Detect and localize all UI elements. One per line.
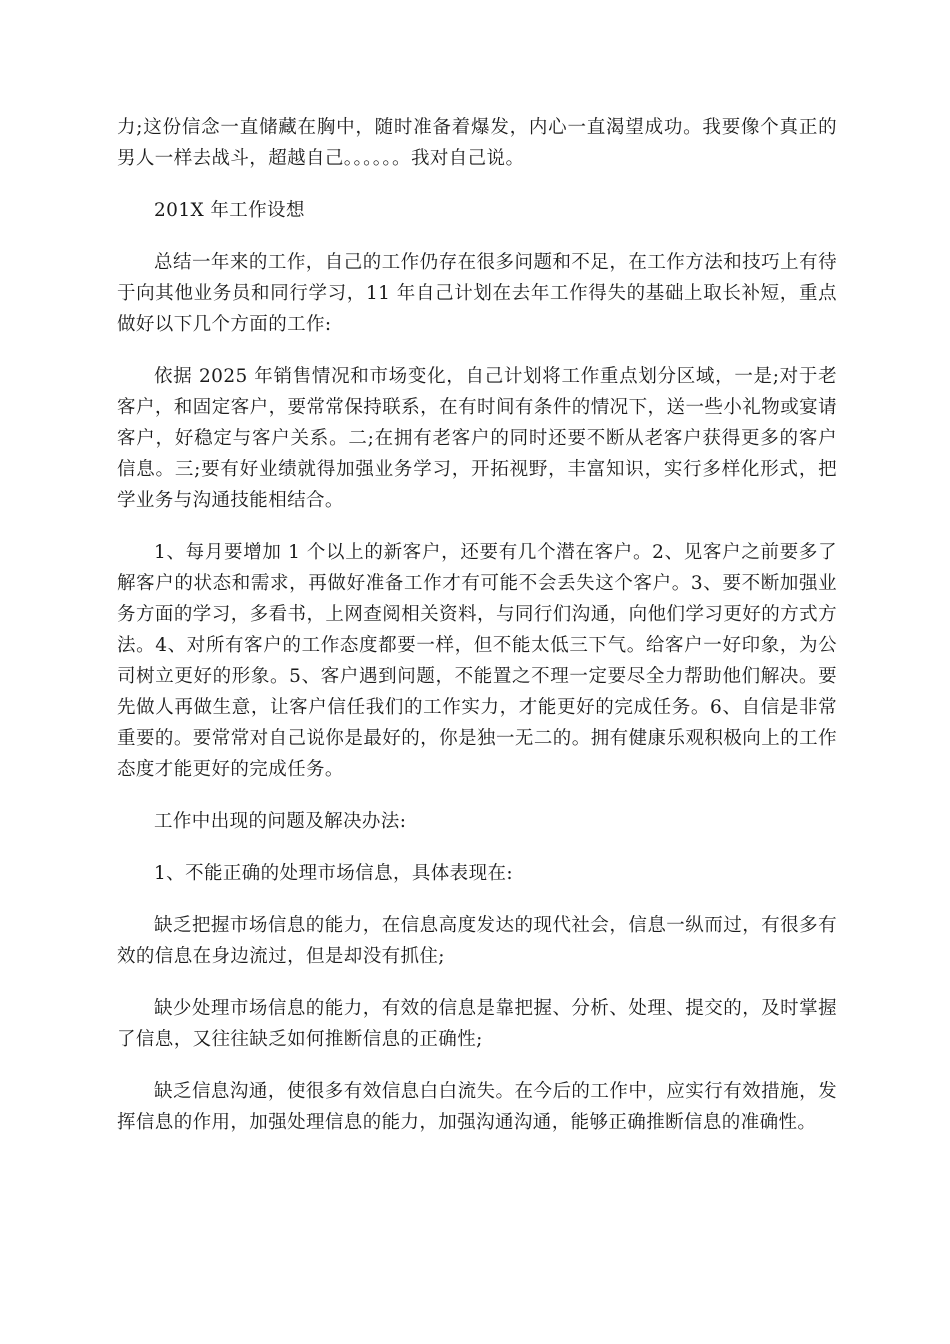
paragraph-problem-1: 1、不能正确的处理市场信息，具体表现在: <box>154 863 514 884</box>
paragraph-communication: 缺乏信息沟通，使很多有效信息白白流失。在今后的工作中，应实行有效措施，发挥信息的作用，加强处理信息的能力，加强沟通沟通，能够正确推断信息的准确性。 <box>117 1081 837 1133</box>
paragraph-regions: 依据 2025 年销售情况和市场变化，自己计划将工作重点划分区域，一是;对于老客户，和固定客户，要常常保持联系，在有时间有条件的情况下，送一些小礼物或宴请客户，好稳定与客户关系。二;在拥有老客户的同时还要不断从老客户获得更多的客户信息。三;要有好业绩就得加强业务学习，开拓视野，丰富知识，实行多样化形式，把学业务与沟通技能相结合。 <box>117 366 837 511</box>
paragraph-continuation: 力;这份信念一直储藏在胸中，随时准备着爆发，内心一直渴望成功。我要像个真正的男人一样去战斗，超越自己。。。。。。我对自己说。 <box>117 117 837 169</box>
paragraph-processing: 缺少处理市场信息的能力，有效的信息是靠把握、分析、处理、提交的，及时掌握了信息，又往往缺乏如何推断信息的正确性; <box>117 998 837 1050</box>
paragraph-market-info: 缺乏把握市场信息的能力，在信息高度发达的现代社会，信息一纵而过，有很多有效的信息在身边流过，但是却没有抓住; <box>117 915 837 967</box>
document-page <box>117 112 837 1138</box>
section-heading-plan: 201X 年工作设想 <box>154 200 305 221</box>
section-heading-problems: 工作中出现的问题及解决办法: <box>154 811 407 832</box>
paragraph-summary: 总结一年来的工作，自己的工作仍存在很多问题和不足，在工作方法和技巧上有待于向其他业务员和同行学习，11 年自己计划在去年工作得失的基础上取长补短，重点做好以下几个方面的工作: <box>117 252 837 335</box>
paragraph-goals: 1、每月要增加 1 个以上的新客户，还要有几个潜在客户。2、见客户之前要多了解客户的状态和需求，再做好准备工作才有可能不会丢失这个客户。3、要不断加强业务方面的学习，多看书，上网查阅相关资料，与同行们沟通，向他们学习更好的方式方法。4、对所有客户的工作态度都要一样，但不能太低三下气。给客户一好印象，为公司树立更好的形象。5、客户遇到问题，不能置之不理一定要尽全力帮助他们解决。要先做人再做生意，让客户信任我们的工作实力，才能更好的完成任务。6、自信是非常重要的。要常常对自己说你是最好的，你是独一无二的。拥有健康乐观积极向上的工作态度才能更好的完成任务。 <box>117 542 837 780</box>
